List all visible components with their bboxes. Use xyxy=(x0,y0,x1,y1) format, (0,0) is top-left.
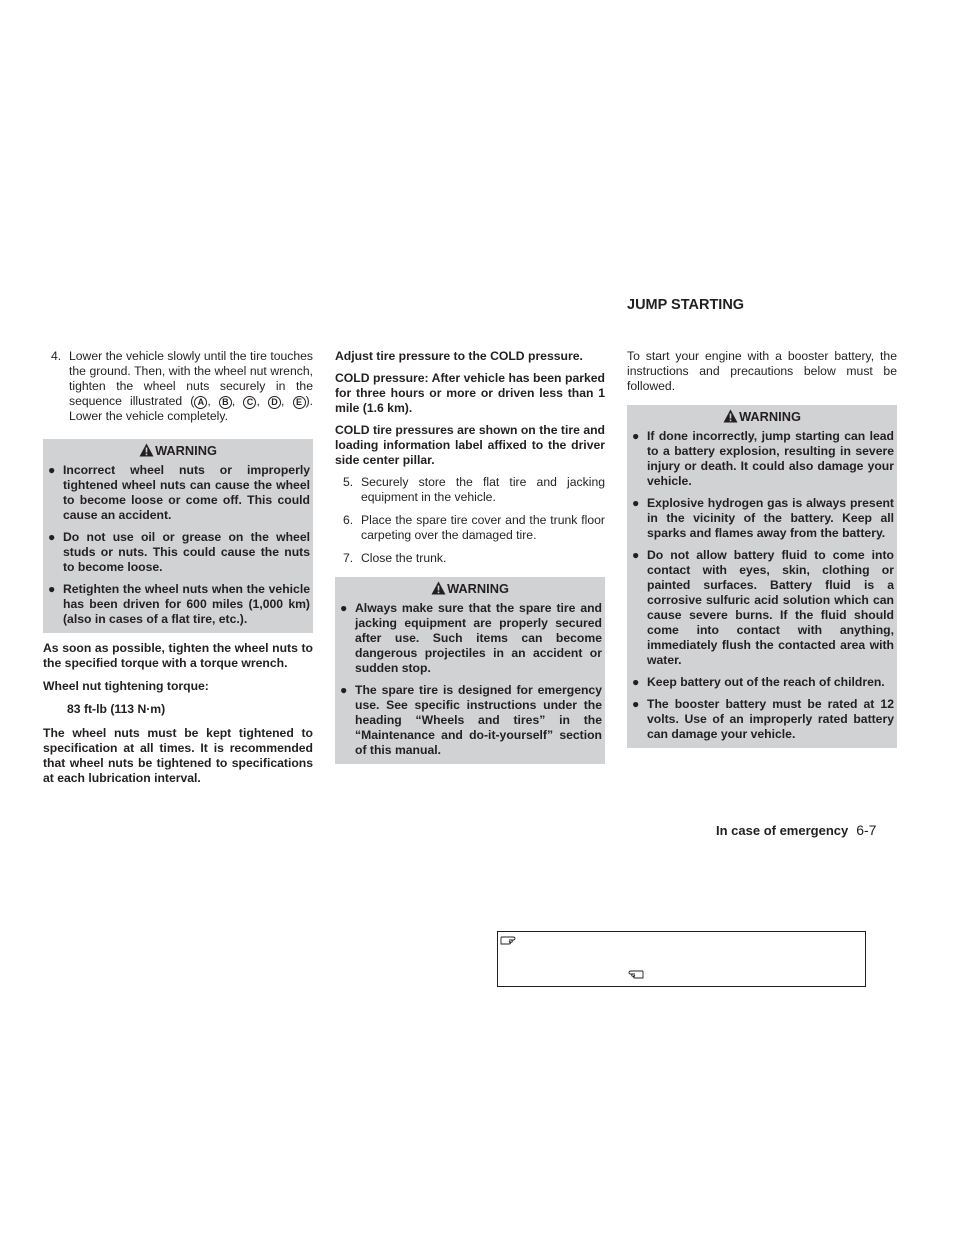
step-text: Lower the vehicle slowly until the tire touches the ground. Then, with the wheel nut wrench, tighten the wheel nuts securely in the sequence illustrated ( A , B , C , D , E ). Lower the vehicle completely. xyxy=(69,349,314,423)
footer-section: In case of emergency xyxy=(716,823,849,838)
bullet-dot-icon: ● xyxy=(632,429,640,443)
bullet-dot-icon: ● xyxy=(48,463,56,477)
bullet-dot-icon: ● xyxy=(632,548,640,562)
warning-item: ● Retighten the wheel nuts when the vehicle has been driven for 600 miles (1,000 km) (also in cases of a flat tire, etc.). xyxy=(48,582,310,626)
intro-paragraph: To start your engine with a booster battery, the instructions and precautions below must be followed. xyxy=(627,349,897,393)
warning-item: ● Always make sure that the spare tire and jacking equipment are properly secured after use. Such items can become dangerous projectiles in an accident or sudden stop. xyxy=(340,601,602,675)
warning-triangle-icon xyxy=(139,443,154,457)
bullet-dot-icon: ● xyxy=(632,697,640,711)
bullet-dot-icon: ● xyxy=(48,530,56,544)
marker-d: D xyxy=(268,396,281,409)
warning-box xyxy=(627,405,897,748)
paragraph: The wheel nuts must be kept tightened to specification at all times. It is recommended that wheel nuts be tightened to specifications at each lubrication interval. xyxy=(43,726,313,785)
torque-value: 83 ft-lb (113 N·m) xyxy=(67,702,166,716)
warning-heading: WARNING xyxy=(630,407,894,429)
column-left xyxy=(43,349,313,786)
pointing-hand-icon xyxy=(624,968,644,980)
page-footer xyxy=(716,822,876,838)
warning-item: ● Keep battery out of the reach of children. xyxy=(632,675,885,689)
warning-item: ● The spare tire is designed for emergency use. See specific instructions under the heading “Wheels and tires” in the “Maintenance and do-it-yourself” section of this manual. xyxy=(340,683,602,757)
paragraph: Adjust tire pressure to the COLD pressure. xyxy=(335,349,583,363)
bullet-dot-icon: ● xyxy=(632,496,640,510)
warning-item: ● Incorrect wheel nuts or improperly tightened wheel nuts can cause the wheel to become loose or come off. This could cause an accident. xyxy=(48,463,310,522)
bullet-dot-icon: ● xyxy=(632,675,640,689)
warning-item: ● Do not allow battery fluid to come into contact with eyes, skin, clothing or painted surfaces. Battery fluid is a corrosive sulfuric acid solution which can cause severe burns. If the fluid should come into contact with anything, immediately flush the contacted area with water. xyxy=(632,548,894,667)
warning-box xyxy=(335,577,605,764)
marker-c: C xyxy=(243,396,256,409)
warning-item: ● Explosive hydrogen gas is always present in the vicinity of the battery. Keep all sparks and flames away from the battery. xyxy=(632,496,894,540)
paragraph: COLD pressure: After vehicle has been parked for three hours or more or driven less than 1 mile (1.6 km). xyxy=(335,371,605,415)
paragraph: COLD tire pressures are shown on the tire and loading information label affixed to the driver side center pillar. xyxy=(335,423,605,467)
bullet-dot-icon: ● xyxy=(340,683,348,697)
marker-a: A xyxy=(194,396,207,409)
warning-triangle-icon xyxy=(723,409,738,423)
step-5: 5. Securely store the flat tire and jacking equipment in the vehicle. xyxy=(343,475,605,504)
paragraph: Wheel nut tightening torque: xyxy=(43,679,209,693)
warning-triangle-icon xyxy=(431,581,446,595)
marker-e: E xyxy=(293,396,306,409)
section-title: JUMP STARTING xyxy=(627,297,745,313)
warning-heading: WARNING xyxy=(338,579,602,601)
page-number: 6-7 xyxy=(856,822,877,838)
warning-heading: WARNING xyxy=(46,441,310,463)
warning-item: ● Do not use oil or grease on the wheel studs or nuts. This could cause the nuts to become loose. xyxy=(48,530,310,574)
step-7: 7. Close the trunk. xyxy=(343,551,447,565)
bullet-dot-icon: ● xyxy=(340,601,348,615)
pointing-hand-icon xyxy=(500,934,520,946)
column-middle xyxy=(335,349,605,764)
marker-b: B xyxy=(219,396,232,409)
warning-box xyxy=(43,439,313,633)
warning-item: ● The booster battery must be rated at 12 volts. Use of an improperly rated battery can damage your vehicle. xyxy=(632,697,894,741)
bullet-dot-icon: ● xyxy=(48,582,56,596)
paragraph: As soon as possible, tighten the wheel nuts to the specified torque with a torque wrench. xyxy=(43,641,313,670)
step-number: 4. xyxy=(51,349,62,363)
reference-box xyxy=(497,931,866,987)
column-right xyxy=(627,349,897,748)
warning-item: ● If done incorrectly, jump starting can lead to a battery explosion, resulting in severe injury or death. It could also damage your vehicle. xyxy=(632,429,894,488)
step-4 xyxy=(43,349,313,424)
step-6: 6. Place the spare tire cover and the trunk floor carpeting over the damaged tire. xyxy=(343,513,605,542)
